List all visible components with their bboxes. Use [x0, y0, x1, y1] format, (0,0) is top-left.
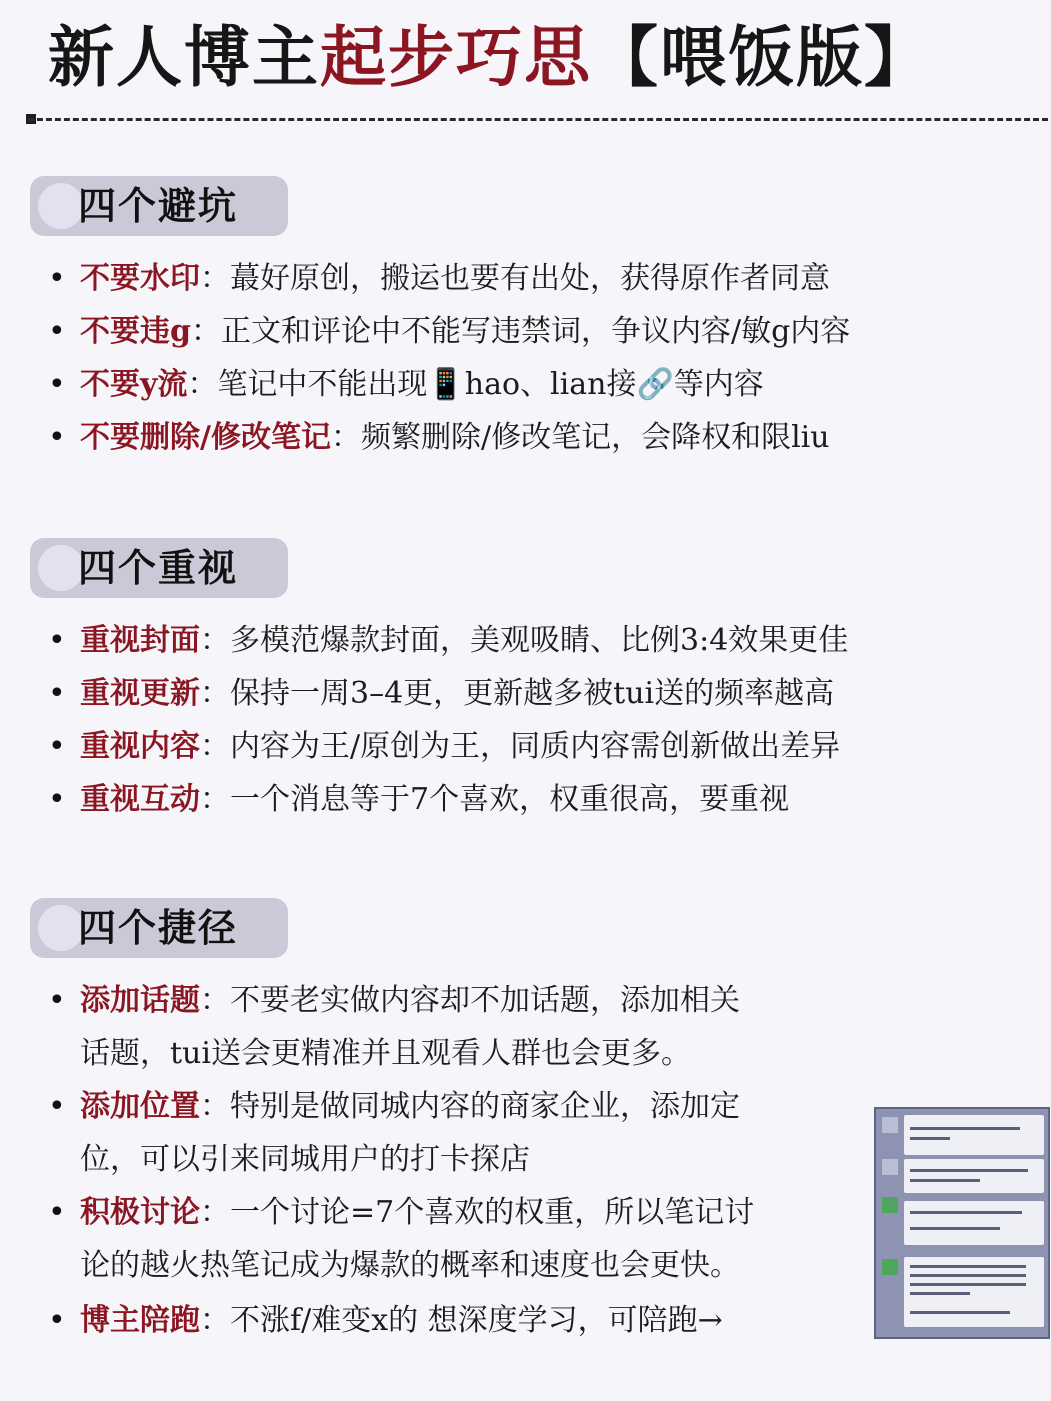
item-key: 重视更新 [80, 676, 200, 711]
dashed-divider [28, 118, 1048, 121]
bullet-icon: • [48, 314, 66, 349]
item-text-continued: 位，可以引来同城用户的打卡探店 [80, 1142, 530, 1177]
bullet-icon: • [48, 782, 66, 817]
chat-bubble [904, 1201, 1044, 1245]
item-text: 多模范爆款封面，美观吸睛、比例3:4效果更佳 [230, 623, 849, 658]
list-item [48, 1294, 868, 1347]
item-sep: ： [200, 1195, 230, 1230]
item-text: 一个消息等于7个喜欢，权重很高，要重视 [230, 782, 790, 817]
item-sep: ： [190, 314, 221, 349]
list-item [48, 411, 868, 464]
item-key: 不要违g [80, 314, 191, 349]
bullet-icon: • [48, 261, 66, 296]
item-sep: ： [200, 1089, 230, 1124]
list-item [48, 305, 868, 358]
bullet-icon: • [48, 1303, 66, 1338]
list-item [48, 1186, 868, 1292]
list-item [48, 1080, 868, 1186]
chat-avatar [882, 1117, 898, 1133]
section-heading-label: 四个重视 [78, 546, 239, 590]
item-key: 积极讨论 [80, 1195, 200, 1230]
section-heading-avoid [30, 176, 288, 236]
item-key: 重视内容 [80, 729, 200, 764]
chat-bubble [904, 1159, 1044, 1193]
item-text-continued: 论的越火热笔记成为爆款的概率和速度也会更快。 [80, 1248, 740, 1283]
item-key: 添加位置 [80, 1089, 200, 1124]
bullet-icon: • [48, 623, 66, 658]
item-text-continued: 话题，tui送会更精准并且观看人群也会更多。 [80, 1036, 691, 1071]
item-key: 博主陪跑 [80, 1303, 200, 1338]
item-text: 频繁删除/修改笔记，会降权和限liu [360, 420, 830, 455]
list-item [48, 720, 868, 773]
item-key: 重视封面 [80, 623, 200, 658]
chat-avatar [882, 1259, 898, 1275]
item-sep: ： [330, 420, 361, 455]
chat-bubble [904, 1257, 1044, 1327]
item-text: 不涨f/难变x的 想深度学习，可陪跑→ [230, 1303, 723, 1338]
item-sep: ： [200, 729, 230, 764]
item-key: 不要删除/修改笔记 [80, 420, 331, 455]
item-text: 一个讨论=7个喜欢的权重，所以笔记讨 [230, 1195, 755, 1230]
item-sep: ： [200, 623, 230, 658]
section-heading-focus [30, 538, 288, 598]
title-part-1: 新人博主 [48, 19, 320, 96]
item-text: 内容为王/原创为王，同质内容需创新做出差异 [230, 729, 841, 764]
bullet-icon: • [48, 983, 66, 1018]
bullet-icon: • [48, 1089, 66, 1124]
list-item [48, 667, 868, 720]
list-item [48, 773, 868, 826]
bullet-icon: • [48, 367, 66, 402]
chat-bubble [904, 1115, 1044, 1155]
list-item [48, 252, 868, 305]
item-text: 保持一周3–4更，更新越多被tui送的频率越高 [230, 676, 835, 711]
bullet-icon: • [48, 1195, 66, 1230]
item-sep: ： [200, 782, 230, 817]
title-part-2: 起步巧思 [320, 19, 592, 96]
list-item [48, 358, 868, 411]
item-sep: ： [200, 983, 230, 1018]
page-title [48, 8, 932, 108]
item-sep: ： [187, 367, 218, 402]
item-text: 蕞好原创，搬运也要有出处，获得原作者同意 [230, 261, 830, 296]
bullet-icon: • [48, 676, 66, 711]
item-text: 不要老实做内容却不加话题，添加相关 [230, 983, 740, 1018]
section-heading-shortcuts [30, 898, 288, 958]
item-key: 不要水印 [80, 261, 200, 296]
section-heading-label: 四个避坑 [78, 184, 239, 228]
bullet-icon: • [48, 729, 66, 764]
chat-screenshot-thumbnail [874, 1107, 1050, 1339]
title-part-3: 【喂饭版】 [592, 19, 932, 96]
item-key: 添加话题 [80, 983, 200, 1018]
item-sep: ： [200, 1303, 230, 1338]
list-item [48, 614, 868, 667]
chat-avatar [882, 1159, 898, 1175]
item-key: 不要y流 [80, 367, 188, 402]
item-text: 笔记中不能出现📱hao、lian接🔗等内容 [217, 367, 764, 402]
item-sep: ： [200, 261, 230, 296]
item-text: 特别是做同城内容的商家企业，添加定 [230, 1089, 740, 1124]
bullet-icon: • [48, 420, 66, 455]
item-key: 重视互动 [80, 782, 200, 817]
item-sep: ： [200, 676, 230, 711]
list-item [48, 974, 868, 1080]
item-text: 正文和评论中不能写违禁词，争议内容/敏g内容 [220, 314, 851, 349]
chat-avatar [882, 1197, 898, 1213]
section-heading-label: 四个捷径 [78, 906, 239, 950]
